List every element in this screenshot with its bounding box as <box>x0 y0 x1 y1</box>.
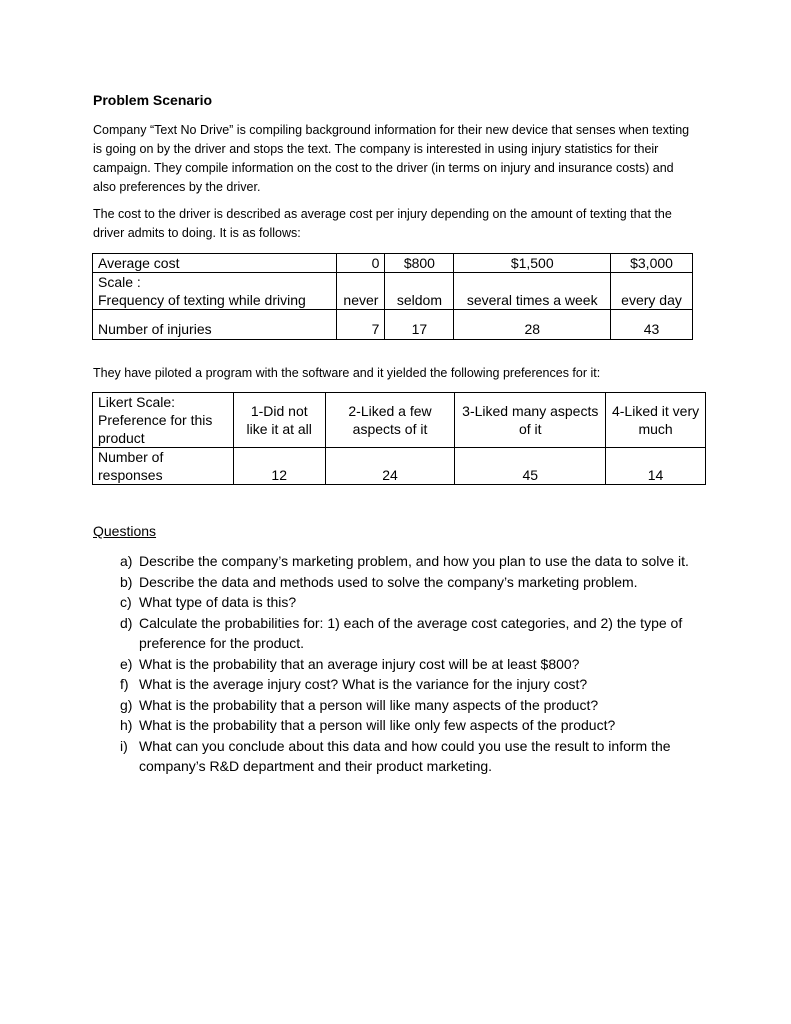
likert-scale-label: Likert Scale: Preference for this product <box>93 393 234 448</box>
table-row <box>93 254 693 273</box>
question-text: Calculate the probabilities for: 1) each of the average cost categories, and 2) the type of preference for the product. <box>139 614 683 651</box>
cost-paragraph: The cost to the driver is described as average cost per injury depending on the amount of texting that the driver admits to doing. It is as follows: <box>93 207 672 240</box>
table-row <box>93 393 706 448</box>
question-label: b) <box>120 573 133 590</box>
question-text: What is the probability that an average injury cost will be at least $800? <box>139 655 580 672</box>
cost-cell: $800 <box>385 254 454 273</box>
question-label: e) <box>120 655 133 672</box>
question-text: Describe the data and methods used to solve the company’s marketing problem. <box>139 573 638 590</box>
preference-intro: They have piloted a program with the software and it yielded the following preferences for it: <box>93 366 601 380</box>
injuries-cell: 28 <box>454 310 611 340</box>
question-label: i) <box>120 737 128 754</box>
scale-label: Scale : <box>98 274 141 290</box>
question-text: What is the probability that a person will like only few aspects of the product? <box>139 717 616 733</box>
list-item <box>120 654 695 675</box>
list-item <box>120 715 695 736</box>
list-item <box>120 592 695 613</box>
list-item <box>120 613 695 654</box>
frequency-label: Frequency of texting while driving <box>98 292 306 308</box>
frequency-cell: seldom <box>385 273 454 310</box>
questions-list <box>93 551 713 777</box>
frequency-cell: every day <box>611 273 693 310</box>
question-label: h) <box>120 717 133 733</box>
list-item <box>120 674 695 695</box>
list-item <box>120 551 695 572</box>
likert-level-cell: 3-Liked many aspects of it <box>455 393 606 448</box>
question-text: What type of data is this? <box>139 594 297 610</box>
responses-cell: 12 <box>233 448 325 485</box>
likert-level-cell: 4-Liked it very much <box>606 393 706 448</box>
document-page <box>93 92 713 777</box>
injuries-cell: 43 <box>611 310 693 340</box>
table-row <box>93 273 693 310</box>
question-label: c) <box>120 594 132 610</box>
question-text: What is the probability that a person will like many aspects of the product? <box>139 696 599 713</box>
question-text: What is the average injury cost? What is the variance for the injury cost? <box>139 676 588 692</box>
question-label: a) <box>120 553 133 569</box>
cost-table <box>92 253 693 340</box>
injuries-cell: 7 <box>337 310 385 340</box>
likert-level-cell: 2-Liked a few aspects of it <box>325 393 455 448</box>
table-row <box>93 310 693 340</box>
question-label: f) <box>120 676 129 692</box>
scale-row-label <box>93 273 337 310</box>
questions-heading: Questions <box>93 523 157 539</box>
page-title: Problem Scenario <box>93 92 213 108</box>
cost-row-label: Average cost <box>93 254 337 273</box>
responses-cell: 24 <box>325 448 455 485</box>
intro-paragraph: Company “Text No Drive” is compiling background information for their new device that senses when texting is going on by the driver and stops the text. The company is interested in using injury statistics for their campaign. They compile information on the cost to the driver (in terms on injury and insurance costs) and also preferences by the driver. <box>93 123 690 194</box>
question-text: Describe the company’s marketing problem, and how you plan to use the data to solve it. <box>139 553 689 569</box>
cost-cell: 0 <box>337 254 385 273</box>
injuries-cell: 17 <box>385 310 454 340</box>
preference-table <box>92 392 706 485</box>
list-item <box>120 695 695 716</box>
frequency-cell: never <box>337 273 385 310</box>
list-item <box>120 572 695 593</box>
question-label: g) <box>120 696 133 713</box>
responses-cell: 14 <box>606 448 706 485</box>
cost-cell: $3,000 <box>611 254 693 273</box>
likert-level-cell: 1-Did not like it at all <box>233 393 325 448</box>
injuries-row-label: Number of injuries <box>93 310 337 340</box>
cost-cell: $1,500 <box>454 254 611 273</box>
table-row <box>93 448 706 485</box>
frequency-cell: several times a week <box>454 273 611 310</box>
responses-label: Number of responses <box>93 448 234 485</box>
question-label: d) <box>120 614 133 631</box>
question-text: What can you conclude about this data and how could you use the result to inform the company’s R&D department and their product marketing. <box>139 737 671 774</box>
list-item <box>120 736 695 777</box>
responses-cell: 45 <box>455 448 606 485</box>
